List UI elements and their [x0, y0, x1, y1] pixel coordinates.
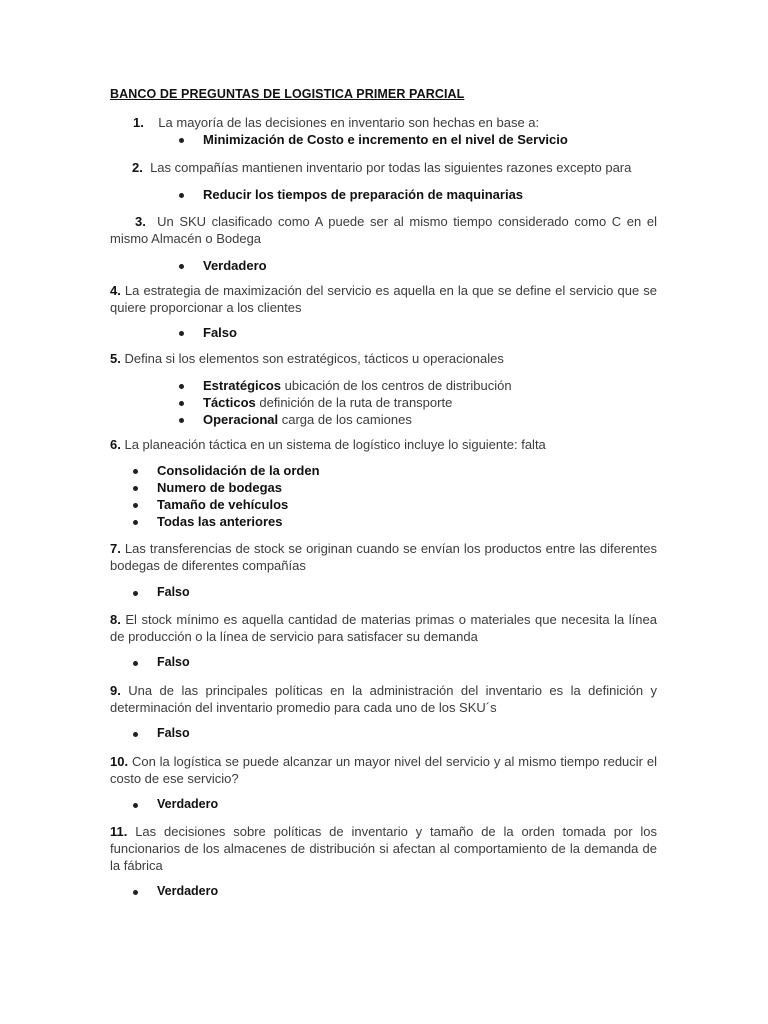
bullet-icon	[179, 418, 184, 423]
item-label: Estratégicos	[203, 378, 282, 393]
question-number: 1.	[133, 115, 144, 130]
question-text: La planeación táctica en un sistema de logístico incluye lo siguiente: falta	[124, 437, 546, 452]
question-number: 10.	[110, 754, 129, 769]
item-description: definición de la ruta de transporte	[255, 395, 453, 410]
item-label: Consolidación de la orden	[157, 463, 320, 478]
question-text: La mayoría de las decisiones en inventario son hechas en base a:	[158, 115, 540, 130]
bullet-icon	[133, 469, 138, 474]
question-number: 5.	[110, 351, 121, 366]
bullet-icon	[133, 486, 138, 491]
question-text: Las transferencias de stock se originan cuando se envían los productos entre las diferentes bodegas de diferentes compañías	[110, 541, 657, 573]
question-1	[133, 114, 657, 131]
question-2	[132, 159, 657, 176]
question-number: 8.	[110, 612, 121, 627]
question-5	[110, 350, 657, 367]
bullet-icon	[179, 331, 184, 336]
question-number: 9.	[110, 683, 121, 698]
bullet-icon	[133, 661, 138, 666]
bullet-icon	[179, 264, 184, 269]
answer-text: Falso	[157, 726, 190, 740]
question-8	[110, 611, 657, 645]
question-text: Con la logística se puede alcanzar un mayor nivel del servicio y al mismo tiempo reducir el costo de ese servicio?	[110, 754, 657, 786]
answer-text: Falso	[203, 325, 237, 340]
question-number: 6.	[110, 437, 121, 452]
question-text: Defina si los elementos son estratégicos, tácticos u operacionales	[124, 351, 504, 366]
question-text: La estrategia de maximización del servicio es aquella en la que se define el servicio que se quiere proporcionar a los clientes	[110, 283, 657, 315]
question-6	[110, 436, 657, 453]
bullet-icon	[179, 384, 184, 389]
answer-text: Minimización de Costo e incremento en el nivel de Servicio	[203, 132, 568, 147]
question-10	[110, 753, 657, 787]
question-7	[110, 540, 657, 574]
answer-text: Falso	[157, 655, 190, 669]
question-9	[110, 682, 657, 716]
question-text: Un SKU clasificado como A puede ser al mismo tiempo considerado como C en el mismo Almacén o Bodega	[110, 214, 657, 246]
question-text: El stock mínimo es aquella cantidad de materias primas o materiales que necesita la línea de producción o la línea de servicio para satisfacer su demanda	[110, 612, 657, 644]
item-label: Tácticos	[203, 395, 256, 410]
item-description: ubicación de los centros de distribución	[281, 378, 512, 393]
answer-text: Verdadero	[157, 884, 219, 898]
bullet-icon	[133, 732, 138, 737]
question-text: Una de las principales políticas en la administración del inventario es la definición y determinación del inventario promedio para cada uno de los SKU´s	[110, 683, 657, 715]
question-4	[110, 282, 657, 316]
item-label: Numero de bodegas	[157, 480, 282, 495]
question-number: 3.	[135, 214, 146, 229]
question-11	[110, 823, 657, 874]
bullet-icon	[133, 591, 138, 596]
bullet-icon	[133, 803, 138, 808]
answer-text: Falso	[157, 585, 190, 599]
bullet-icon	[179, 401, 184, 406]
item-description: carga de los camiones	[278, 412, 412, 427]
question-text: Las compañías mantienen inventario por todas las siguientes razones excepto para	[150, 160, 632, 175]
question-number: 2.	[132, 160, 143, 175]
question-text: Las decisiones sobre políticas de inventario y tamaño de la orden tomada por los funcionarios de los almacenes de distribución si afectan al comportamiento de la demanda de la fábrica	[110, 824, 657, 873]
document-title: BANCO DE PREGUNTAS DE LOGISTICA PRIMER PARCIAL	[110, 87, 465, 101]
bullet-icon	[133, 520, 138, 525]
item-label: Todas las anteriores	[157, 514, 283, 529]
question-number: 11.	[110, 824, 128, 839]
bullet-icon	[133, 503, 138, 508]
answer-text: Reducir los tiempos de preparación de maquinarias	[203, 187, 524, 202]
bullet-icon	[179, 138, 184, 143]
question-number: 7.	[110, 541, 121, 556]
question-number: 4.	[110, 283, 121, 298]
question-3	[110, 213, 657, 247]
answer-text: Verdadero	[203, 258, 267, 273]
bullet-icon	[179, 193, 184, 198]
item-label: Operacional	[203, 412, 279, 427]
item-label: Tamaño de vehículos	[157, 497, 289, 512]
answer-text: Verdadero	[157, 797, 219, 811]
bullet-icon	[133, 890, 138, 895]
